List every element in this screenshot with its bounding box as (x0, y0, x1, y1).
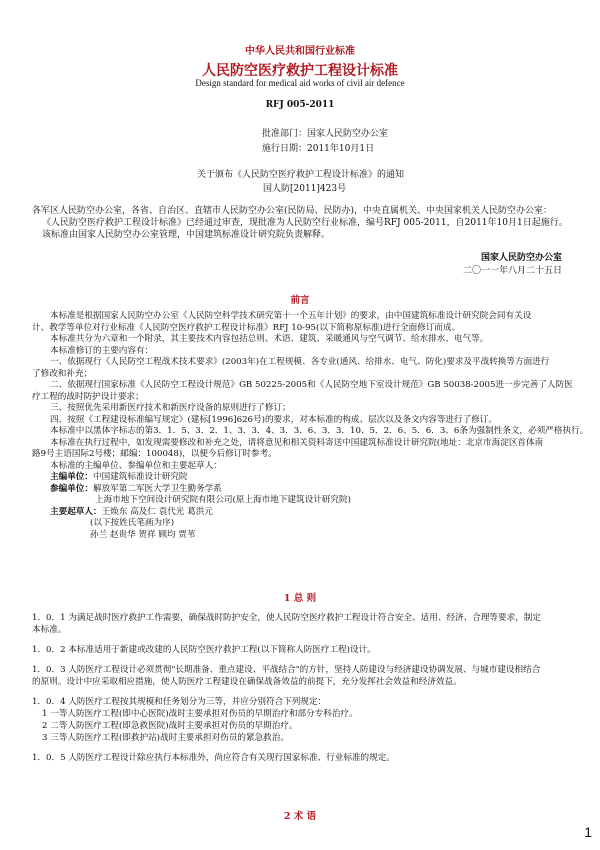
foreword-line: 本标准共分为六章和一个附录，其主要技术内容包括总则、术语、建筑、采暖通风与空气调节、给水排水、电气等。 (50, 334, 489, 344)
drafter-more: 孙兰 赵贵华 贺祥 顾均 贾苇 (90, 529, 196, 540)
foreword-line: 二、依据现行国家标准《人民防空工程设计规范》GB 50225-2005和《人民防空地下室设计规范》GB 50038-2005进一步完善了人防医 (50, 380, 573, 390)
approval-dept: 批准部门：国家人民防空办公室 (262, 129, 389, 139)
notice-line: 各军区人民防空办公室，各省、自治区、直辖市人民防空办公室(民防局、民防办)，中央直属机关、中央国家机关人民防空办公室： (32, 206, 553, 216)
drafter-label: 主要起草人： (50, 506, 102, 517)
foreword-line: 四、按照《工程建设标准编写规定》(建标[1996]626号)的要求，对本标准的构成、层次以及条文内容等进行了修订。 (50, 414, 497, 425)
co-editor-label: 参编单位： (50, 483, 93, 494)
foreword-line: 路9号主语国际2号楼；邮编：100048)，以便今后修订时参考。 (32, 449, 277, 459)
notice-number: 国人防[2011]423号 (263, 184, 347, 194)
foreword-line: 本标准是根据国家人民防空办公室《人民防空科学技术研究第十一个五年计划》的要求，由中国建筑标准设计研究院会同有关设 (50, 311, 532, 321)
clause-item: 2 二等人防医疗工程(即急救医院)战时主要承担对伤员的早期治疗。 (42, 721, 298, 731)
foreword-line: 计、教学等单位对行业标准《人民防空医疗救护工程设计标准》RFJ 10-95(以下简称原标准)进行全面修订而成。 (32, 322, 461, 333)
notice-heading (197, 168, 404, 196)
clause-item: 3 三等人防医疗工程(即救护站)战时主要承担对伤员的紧急救治。 (42, 733, 289, 743)
foreword-line: 本标准的主编单位、参编单位和主要起草人： (50, 460, 222, 471)
clause-1-0-2 (32, 644, 572, 656)
standard-code: RFJ 005-2011 (265, 100, 335, 110)
chapter-1-heading: 1 总 则 (283, 593, 317, 604)
page-number: 1 (584, 824, 592, 840)
notice-line: 该标准由国家人民防空办公室管理，中国建筑标准设计研究院负责解释。 (42, 230, 331, 240)
clause-line: 本标准。 (32, 625, 67, 635)
clause-1-0-1 (32, 612, 572, 636)
foreword-line: 本标准中以黑体字标志的第3．1．5、3．2．1、3．3．4、3．3．6、3．3．10、5．2．6、5．6．3、6条为强制性条文，必须严格执行。 (50, 426, 589, 436)
clause-line: 1．0．1 为满足战时医疗救护工作需要，确保战时防护安全，使人民防空医疗救护工程设计符合安全、适用、经济、合理等要求，制定 (32, 613, 541, 623)
standard-category: 中华人民共和国行业标准 (245, 46, 355, 57)
foreword-line: 一、依据现行《人民防空工程战术技术要求》(2003年)在工程规模、各专业(通风、给排水、电气、防化)要求及平战转换等方面进行 (50, 357, 550, 367)
notice-signature (463, 252, 562, 278)
notice-title: 关于颁布《人民防空医疗救护工程设计标准》的通知 (197, 170, 405, 180)
foreword-line: 本标准在执行过程中，如发现需要修改和补充之处，请将意见和相关资料寄送中国建筑标准设计研究院(地址：北京市海淀区首体南 (50, 437, 544, 448)
document-title: 人民防空医疗救护工程设计标准 (202, 63, 398, 79)
clause-1-0-4 (32, 696, 572, 744)
clause-1-0-3 (32, 664, 572, 688)
clause-line: 1．0．5 人防医疗工程设计除应执行本标准外，尚应符合有关现行国家标准、行业标准的规定。 (32, 753, 395, 763)
notice-line: 《人民防空医疗救护工程设计标准》已经通过审查，现批准为人民防空行业标准，编号RFJ 005-2011，自2011年10月1日起施行。 (42, 218, 568, 228)
foreword-body (32, 311, 589, 541)
approval-date: 施行日期：2011年10月1日 (262, 144, 375, 154)
drafter-value: 王焕东 高及仁 袁代光 葛洪元 (101, 506, 213, 517)
editor-value: 中国建筑标准设计研究院 (92, 472, 188, 482)
co-editor-row (32, 484, 572, 496)
signature-org: 国家人民防空办公室 (480, 253, 562, 263)
foreword-line: 本标准修订的主要内容有： (50, 345, 154, 356)
chapter-2-heading: 2 术 语 (283, 811, 317, 822)
co-editor-value: 解放军第二军医大学卫生勤务学系 (92, 483, 222, 494)
editor-row (32, 472, 572, 484)
foreword-heading: 前言 (290, 295, 310, 306)
clause-item: 1 一等人防医疗工程(即中心医院)战时主要承担对伤员的早期治疗和部分专科治疗。 (42, 709, 358, 719)
drafter-note: (以下按姓氏笔画为序) (90, 518, 175, 528)
notice-body (32, 205, 572, 241)
chapter-1-body (32, 612, 572, 772)
document-subtitle: Design standard for medical aid works of civil air defence (195, 78, 405, 88)
foreword-line: 了修改和补充； (32, 368, 93, 379)
foreword-line: 三、按照优先采用新医疗技术和新医疗设备的原则进行了修订； (50, 403, 291, 413)
signature-date: 二〇一一年八月二十五日 (462, 266, 562, 276)
clause-line: 的原则。设计中应采取相应措施，使人防医疗工程建设在确保战备效益的前提下，充分发挥社会效益和经济效益。 (32, 677, 462, 687)
drafter-row (32, 507, 572, 519)
co-editor-value-2: 上海市地下空间设计研究院有限公司(原上海市地下建筑设计研究院) (95, 495, 351, 505)
clause-line: 1．0．2 本标准适用于新建或改建的人民防空医疗救护工程(以下简称人防医疗工程)设计。 (32, 645, 376, 655)
editor-label: 主编单位： (50, 472, 93, 482)
approval-block (262, 127, 388, 157)
clause-line: 1．0．4 人防医疗工程按其规模和任务划分为三等，并应分别符合下列规定： (32, 697, 327, 707)
clause-1-0-5 (32, 752, 572, 764)
foreword-line: 疗工程的战时防护设计要求； (32, 391, 144, 402)
clause-line: 1．0．3 人防医疗工程设计必须贯彻"长期准备、重点建设、平战结合"的方针，坚持人防建设与经济建设协调发展、与城市建设相结合 (32, 665, 541, 675)
